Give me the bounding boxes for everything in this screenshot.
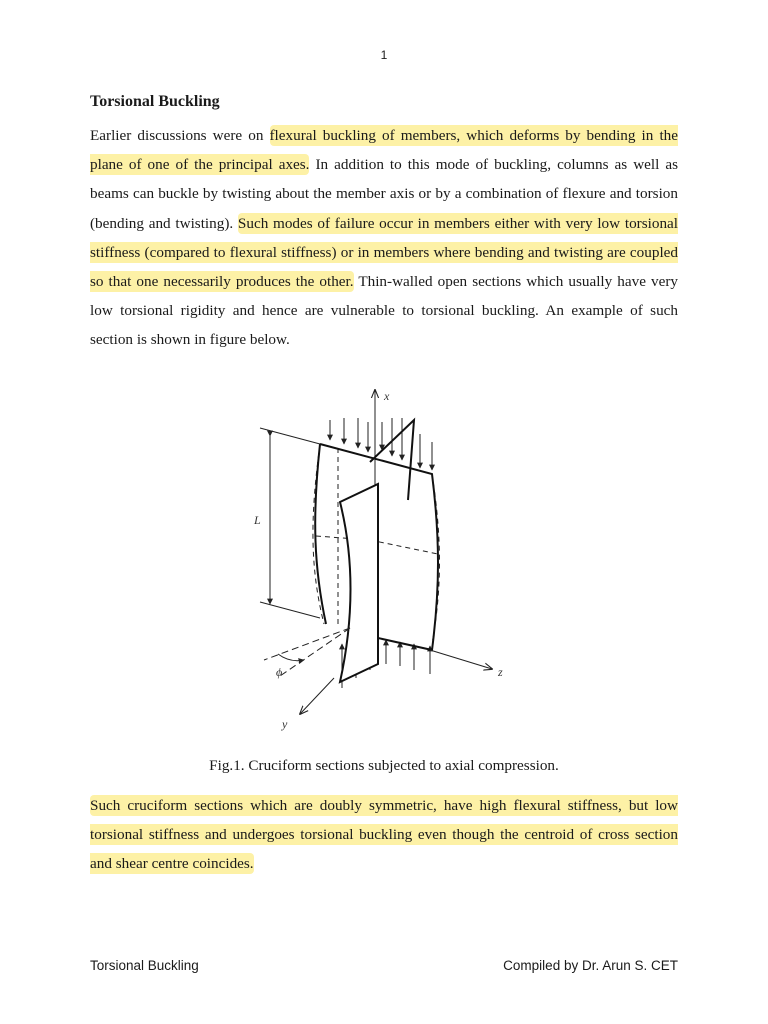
twist-angle-arc <box>278 654 304 661</box>
footer-title: Torsional Buckling <box>90 958 199 973</box>
conclusion-paragraph <box>90 791 678 879</box>
web-plate <box>340 484 378 682</box>
paragraph-text: In addition to this mode of buckling, columns as well as beams can buckle by twisting about the member axis or by a combination of flexure and torsion (bending and twisting). <box>90 156 679 232</box>
z-axis <box>430 650 492 669</box>
dimension-extension-bottom <box>260 602 320 618</box>
y-axis-label: y <box>282 717 288 731</box>
page-number: 1 <box>380 48 388 62</box>
z-axis-label: z <box>498 665 503 679</box>
y-axis <box>300 678 334 714</box>
highlighted-text: flexural buckling of members, which deforms by bending in the plane of one of the principal axes. <box>90 127 678 174</box>
cruciform-figure <box>220 378 530 738</box>
footer-author: Compiled by Dr. Arun S. CET <box>503 958 678 973</box>
y-axis-dashed <box>280 628 350 676</box>
dimension-extension-top <box>260 428 320 444</box>
highlighted-text: Such modes of failure occur in members either with very low torsional stiffness (compared to flexural stiffness) or in members where bending and twisting are coupled so that one necessarily produces the other. <box>90 214 678 291</box>
length-label: L <box>254 513 261 527</box>
paragraph-text: Thin-walled open sections which usually have very low torsional rigidity and hence are vulnerable to torsional buckling. An example of such section is shown in figure below. <box>90 273 679 349</box>
cruciform-diagram <box>220 378 530 738</box>
paragraph-text: Earlier discussions were on <box>90 127 270 144</box>
x-axis-label: x <box>384 389 390 403</box>
section-heading: Torsional Buckling <box>90 93 220 110</box>
intro-paragraph <box>90 121 678 355</box>
twisted-axis-dashed <box>264 628 350 660</box>
figure-caption: Fig.1. Cruciform sections subjected to axial compression. <box>209 757 559 774</box>
highlighted-text: Such cruciform sections which are doubly symmetric, have high flexural stiffness, but low torsional stiffness and undergoes torsional buckling even though the centroid of cross section and shear centre coincides. <box>90 797 678 873</box>
top-load-arrows <box>330 418 432 470</box>
twist-angle-label: ϕ <box>276 665 283 679</box>
